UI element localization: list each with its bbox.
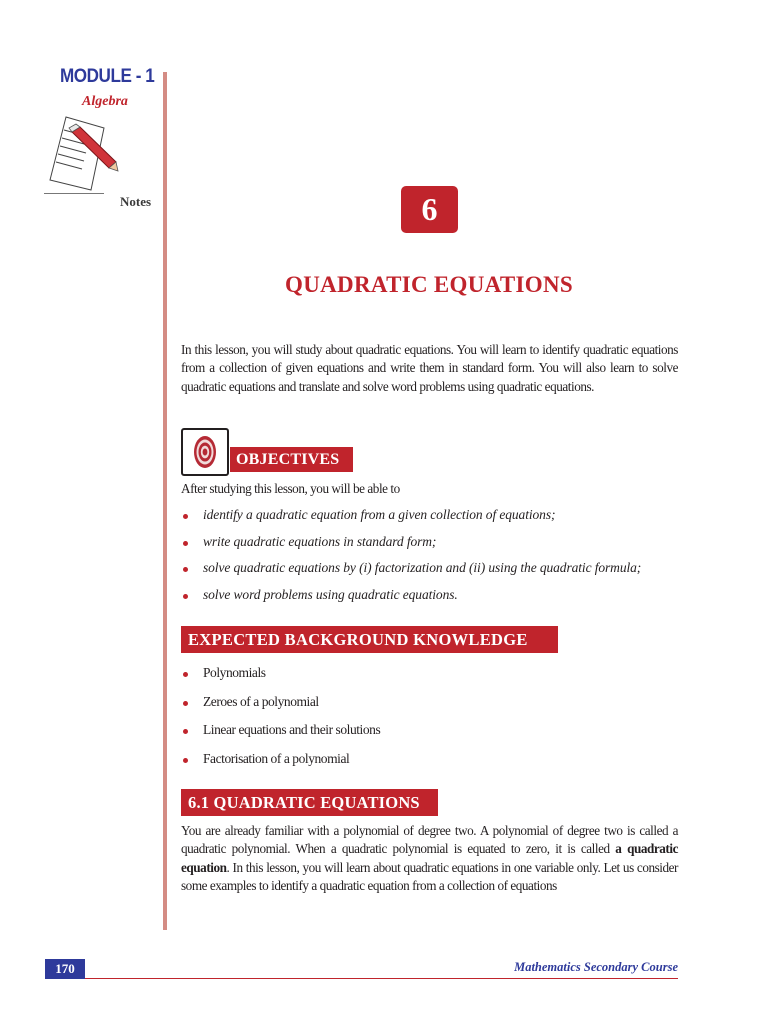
section-text-before: You are already familiar with a polynomial of degree two. A polynomial of degree two is called a quadratic polynomial. When a quadratic polynomial is equated to zero, it is called — [181, 823, 678, 857]
module-label: MODULE - 1 — [60, 66, 155, 87]
objectives-intro: After studying this lesson, you will be able to — [181, 481, 400, 496]
section-term-bold: a quadratic equation — [181, 841, 678, 875]
objective-item: identify a quadratic equation from a given collection of equations; — [181, 507, 681, 534]
objectives-list — [181, 507, 681, 613]
background-item: Polynomials — [181, 665, 681, 694]
background-heading: EXPECTED BACKGROUND KNOWLEDGE — [181, 626, 558, 653]
section-heading: 6.1 QUADRATIC EQUATIONS — [181, 789, 438, 816]
objective-item: solve word problems using quadratic equations. — [181, 587, 681, 614]
objectives-heading: OBJECTIVES — [230, 447, 353, 472]
notes-rule — [44, 193, 104, 194]
section-text-after: . In this lesson, you will learn about quadratic equations in one variable only. Let us consider some examples to identify a quadratic equation from a collection of equations — [181, 859, 678, 893]
intro-paragraph: In this lesson, you will study about quadratic equations. You will learn to identify quadratic equations from a collection of given equations and write them in standard form. You will also learn to solve quadratic equations and translate and solve word problems using quadratic equations. — [181, 342, 678, 394]
target-icon — [183, 430, 227, 474]
chapter-number-badge: 6 — [401, 186, 458, 233]
section-paragraph — [181, 822, 678, 895]
background-item: Linear equations and their solutions — [181, 722, 681, 751]
background-item: Zeroes of a polynomial — [181, 694, 681, 723]
course-name: Mathematics Secondary Course — [514, 960, 678, 974]
target-icon-box — [181, 428, 229, 476]
page-number: 170 — [45, 959, 85, 979]
chapter-title: QUADRATIC EQUATIONS — [285, 272, 573, 297]
notes-label: Notes — [120, 194, 152, 209]
objective-item: solve quadratic equations by (i) factorization and (ii) using the quadratic formula; — [181, 560, 681, 587]
footer-rule — [45, 978, 678, 979]
subject-label: Algebra — [82, 94, 128, 109]
objective-item: write quadratic equations in standard form; — [181, 534, 681, 561]
notes-pencil-icon — [44, 114, 160, 194]
margin-divider — [163, 72, 167, 930]
background-item: Factorisation of a polynomial — [181, 751, 681, 780]
background-list — [181, 665, 681, 779]
